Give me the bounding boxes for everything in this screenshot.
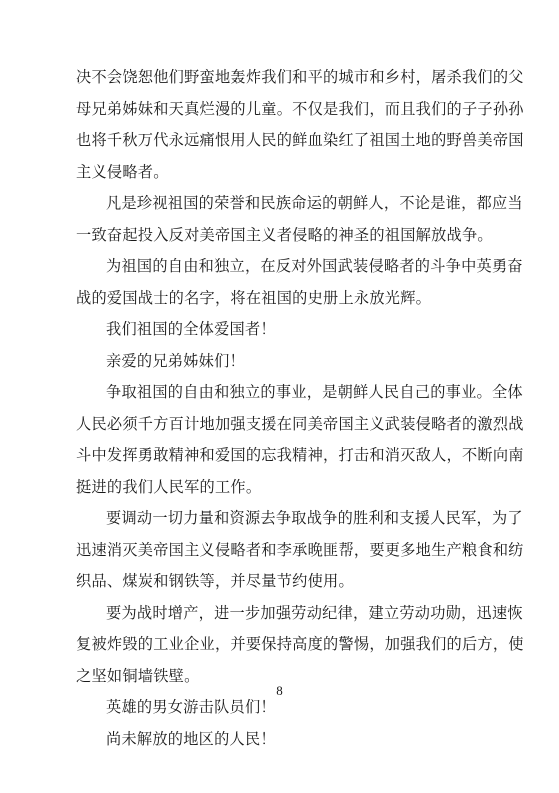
text-line: 战的爱国战士的名字，将在祖国的史册上永放光辉。 <box>76 288 432 307</box>
text-line: 争取祖国的自由和独立的事业，是朝鲜人民自己的事业。全体 <box>106 383 523 401</box>
text-line: 也将千秋万代永远痛恨用人民的鲜血染红了祖国土地的野兽美帝国 <box>76 131 524 149</box>
body-text <box>76 62 524 755</box>
text-line: 斗中发挥勇敢精神和爱国的忘我精神，打击和消灭敌人，不断向南 <box>76 446 524 464</box>
page-number: 8 <box>276 683 283 698</box>
text-line: 亲爱的兄弟姊妹们！ <box>106 351 245 370</box>
text-line: 尚未解放的地区的人民！ <box>106 729 276 748</box>
text-line: 决不会饶恕他们野蛮地轰炸我们和平的城市和乡村，屠杀我们的父 <box>76 68 524 86</box>
text-line: 复被炸毁的工业企业，并要保持高度的警惕，加强我们的后方，使 <box>76 635 524 653</box>
text-line: 为祖国的自由和独立，在反对外国武装侵略者的斗争中英勇奋 <box>106 257 523 275</box>
text-line: 之坚如铜墙铁壁。 <box>76 666 200 685</box>
text-line: 英雄的男女游击队员们！ <box>106 698 276 716</box>
text-line: 要调动一切力量和资源去争取战争的胜利和支援人民军，为了 <box>106 509 523 527</box>
text-line: 凡是珍视祖国的荣誉和民族命运的朝鲜人，不论是谁，都应当 <box>106 194 523 212</box>
text-line: 迅速消灭美帝国主义侵略者和李承晚匪帮，要更多地生产粮食和纺 <box>76 540 524 559</box>
text-line: 人民必须千方百计地加强支援在同美帝国主义武装侵略者的激烈战 <box>76 414 524 433</box>
text-line: 挺进的我们人民军的工作。 <box>76 477 262 496</box>
text-line: 母兄弟姊妹和天真烂漫的儿童。不仅是我们，而且我们的子子孙孙 <box>76 99 524 118</box>
text-line: 要为战时增产，进一步加强劳动纪律，建立劳动功勋，迅速恢 <box>106 603 523 622</box>
text-line: 织品、煤炭和钢铁等，并尽量节约使用。 <box>76 572 354 590</box>
text-line: 一致奋起投入反对美帝国主义者侵略的神圣的祖国解放战争。 <box>76 225 493 244</box>
text-line: 主义侵略者。 <box>76 162 169 181</box>
text-line: 我们祖国的全体爱国者！ <box>106 320 276 338</box>
